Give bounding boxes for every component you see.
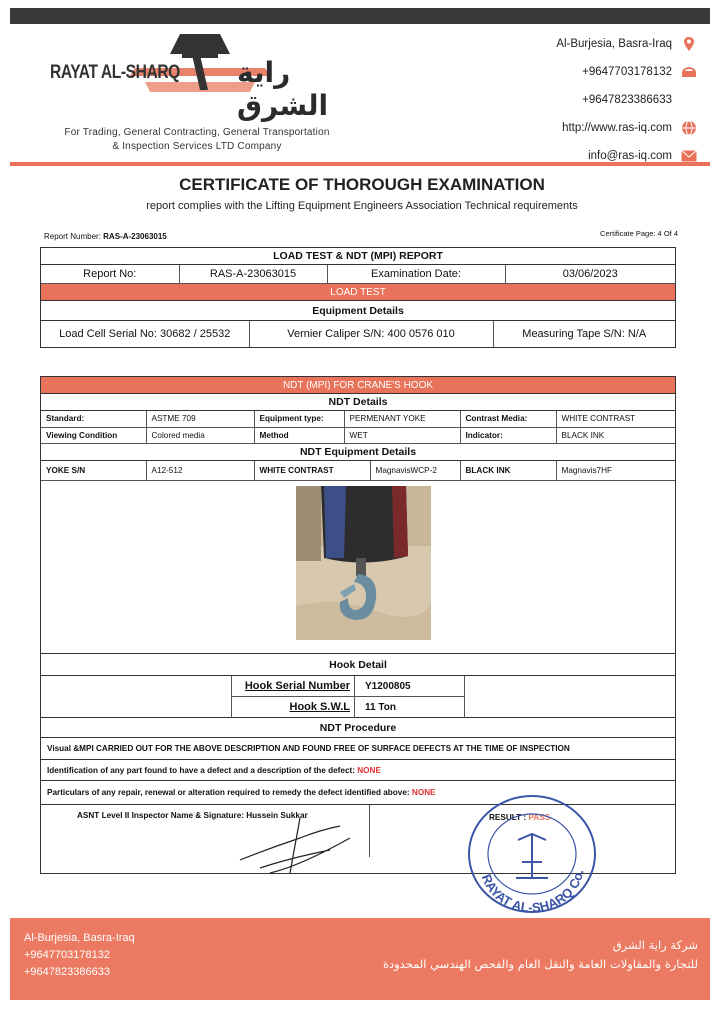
globe-icon	[680, 120, 698, 136]
logo-text-ar: راية الشرق	[237, 56, 329, 122]
measuring-tape-serial: Measuring Tape S/N: N/A	[493, 321, 675, 347]
table-cell: PERMENANT YOKE	[344, 411, 460, 427]
crane-hook-photo	[296, 486, 431, 640]
certificate-page: Certificate Page: 4 Of 4	[600, 229, 678, 238]
result-label: RESULT :	[489, 813, 527, 822]
hook-swl-label: Hook S.W.L	[231, 697, 355, 718]
ndt-details-heading: NDT Details	[41, 394, 675, 411]
footer-address: Al-Burjesia, Basra-Iraq	[24, 932, 135, 944]
table-cell: Viewing Condition	[41, 427, 146, 443]
report-number-value: RAS-A-23063015	[103, 232, 167, 241]
contact-phone-2	[458, 86, 698, 114]
footer-ar-line-1: شركة راية الشرق	[612, 938, 698, 952]
table-cell: Indicator:	[460, 427, 556, 443]
report-number	[44, 232, 167, 241]
table-row	[41, 427, 675, 443]
phone-2-text[interactable]: +9647823386633	[582, 94, 672, 106]
table-row	[41, 411, 675, 427]
ndt-equipment-heading: NDT Equipment Details	[41, 444, 675, 461]
footer-contact	[24, 930, 135, 981]
defect-value: NONE	[357, 766, 381, 775]
email-link[interactable]: info@ras-iq.com	[588, 150, 672, 162]
table-row	[41, 461, 675, 481]
address-text: Al-Burjesia, Basra-Iraq	[556, 38, 672, 50]
ndt-procedure-heading: NDT Procedure	[41, 718, 675, 738]
result-value: PASS	[528, 813, 551, 822]
defect-label: Identification of any part found to have a defect and a description of the defect:	[47, 766, 355, 775]
footer-phone-1[interactable]: +9647703178132	[24, 949, 110, 961]
table-cell: Contrast Media:	[460, 411, 556, 427]
table-cell: WET	[344, 427, 460, 443]
hook-serial-value: Y1200805	[355, 676, 465, 697]
hook-swl-value: 11 Ton	[355, 697, 465, 718]
report-number-label: Report Number:	[44, 232, 101, 241]
header-divider	[10, 162, 710, 166]
report-no-label: Report No:	[41, 265, 179, 283]
table-cell: Colored media	[146, 427, 254, 443]
report-info-table	[41, 265, 675, 284]
top-bar	[10, 8, 710, 24]
phone-1-text[interactable]: +9647703178132	[582, 66, 672, 78]
company-tagline	[52, 126, 342, 154]
repair-label: Particulars of any repair, renewal or alteration required to remedy the defect identified above:	[47, 788, 410, 797]
hook-detail-heading: Hook Detail	[41, 654, 675, 676]
hook-photo-area	[41, 481, 675, 654]
stamp-text: RAYAT AL-SHARQ Co.	[478, 868, 587, 916]
load-section-heading: LOAD TEST & NDT (MPI) REPORT	[41, 248, 675, 265]
ndt-details-table	[41, 411, 675, 444]
hook-serial-label: Hook Serial Number	[231, 676, 355, 697]
footer-phone-2[interactable]: +9647823386633	[24, 966, 110, 978]
exam-date-value: 03/06/2023	[505, 265, 675, 283]
contact-block	[458, 30, 698, 170]
equipment-heading: Equipment Details	[41, 301, 675, 321]
table-cell: WHITE CONTRAST	[556, 411, 675, 427]
footer-arabic	[383, 936, 698, 974]
certificate-title: CERTIFICATE OF THOROUGH EXAMINATION	[179, 175, 545, 194]
website-link[interactable]: http://www.ras-iq.com	[562, 122, 672, 134]
table-cell: WHITE CONTRAST	[254, 461, 370, 481]
table-cell: BLACK INK	[556, 427, 675, 443]
table-cell: YOKE S/N	[41, 461, 146, 481]
inspector-label: ASNT Level II Inspector Name & Signature: Hussein Sukkar	[77, 811, 308, 820]
hook-detail-table	[41, 676, 675, 718]
table-cell: Equipment type:	[254, 411, 344, 427]
certificate-subtitle: report complies with the Lifting Equipment Engineers Association Technical requirements	[146, 200, 578, 212]
table-cell: Magnavis7HF	[556, 461, 675, 481]
equipment-table	[41, 321, 675, 347]
tagline-line-2: & Inspection Services LTD Company	[112, 141, 282, 152]
exam-date-label: Examination Date:	[327, 265, 505, 283]
contact-address	[458, 30, 698, 58]
ndt-equipment-table	[41, 461, 675, 482]
load-cell-serial: Load Cell Serial No: 30682 / 25532	[41, 321, 249, 347]
report-no-value: RAS-A-23063015	[179, 265, 327, 283]
table-cell: Method	[254, 427, 344, 443]
load-test-section	[40, 247, 676, 348]
ndt-bar: NDT (MPI) FOR CRANE'S HOOK	[41, 377, 675, 394]
table-cell: MagnavisWCP-2	[370, 461, 460, 481]
vernier-caliper-serial: Vernier Caliper S/N: 400 0576 010	[249, 321, 493, 347]
phone-icon	[680, 66, 698, 78]
envelope-icon	[680, 150, 698, 162]
company-stamp	[466, 792, 598, 916]
table-cell: Standard:	[41, 411, 146, 427]
logo-text-en: RAYAT AL-SHARQ	[50, 62, 180, 83]
footer-ar-line-2: للتجارة والمقاولات العامة والنقل العام والفحص الهندسي المحدودة	[382, 957, 698, 971]
inspector-signature	[230, 818, 370, 878]
defect-line	[41, 760, 675, 781]
load-test-bar: LOAD TEST	[41, 284, 675, 301]
contact-phone-1	[458, 58, 698, 86]
table-cell: ASTME 709	[146, 411, 254, 427]
repair-value: NONE	[411, 788, 436, 797]
contact-website	[458, 114, 698, 142]
table-cell: A12-512	[146, 461, 254, 481]
procedure-text: Visual &MPI CARRIED OUT FOR THE ABOVE DESCRIPTION AND FOUND FREE OF SURFACE DEFECTS AT THE TIME OF INSPECTION	[41, 738, 675, 760]
footer	[10, 918, 710, 1000]
tagline-line-1: For Trading, General Contracting, General Transportation	[64, 127, 330, 138]
location-pin-icon	[680, 36, 698, 52]
table-cell: BLACK INK	[460, 461, 556, 481]
company-logo	[50, 32, 350, 122]
